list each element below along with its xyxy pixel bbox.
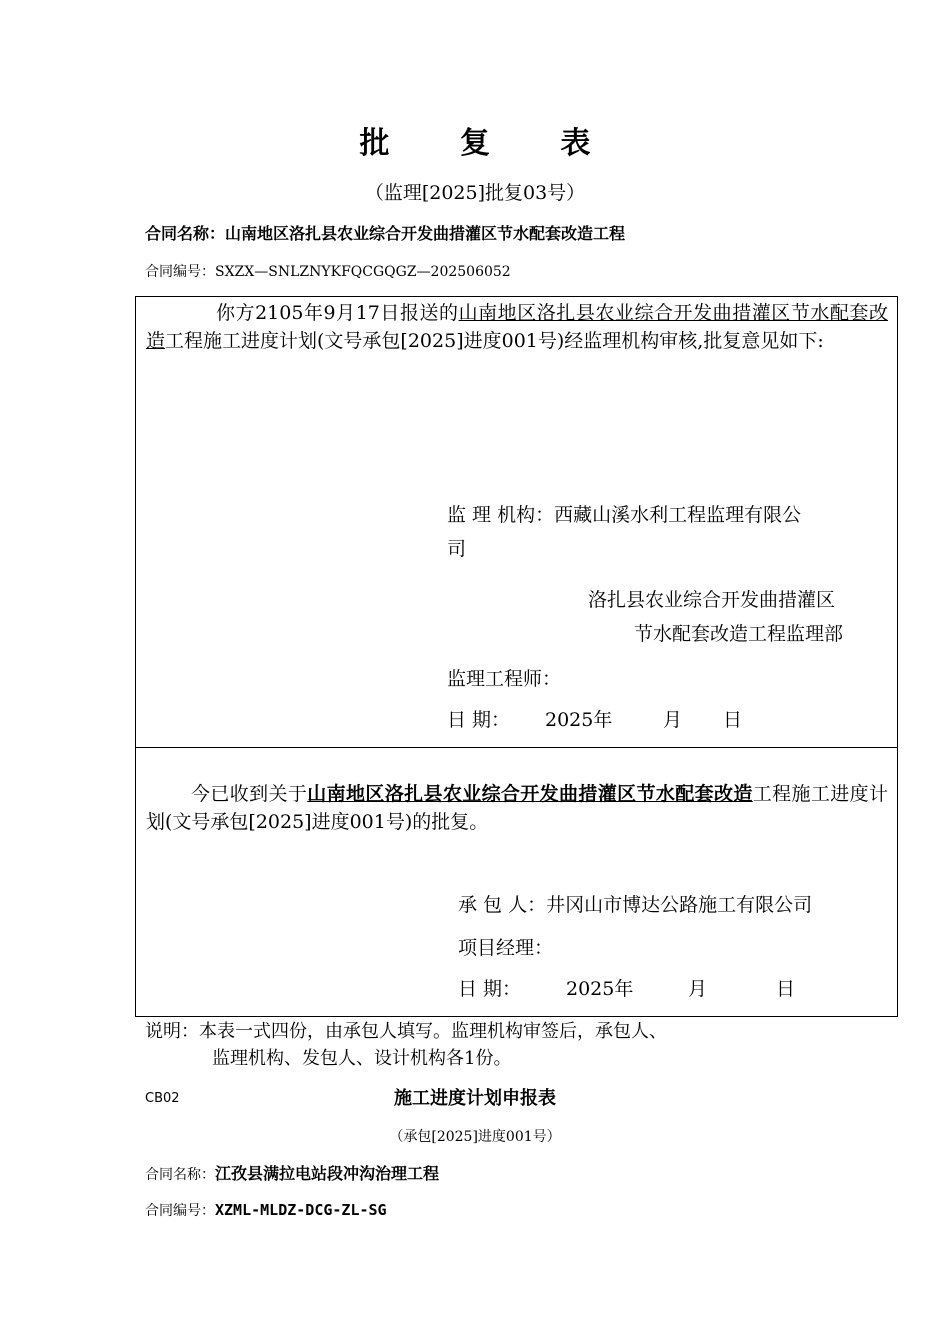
next-form-number: （承包[2025]进度001号）: [389, 1129, 561, 1145]
contractor: 承 包 人：井冈山市博达公路施工有限公司: [458, 894, 813, 916]
supervision-dept-line1: 洛扎县农业综合开发曲措灌区: [588, 589, 836, 611]
project-name-underlined: 山南地区洛扎县农业综合开发曲措灌区节水配套改造: [146, 302, 888, 352]
contract-number-value: SXZX—SNLZNYKFQCGQGZ—202506052: [215, 264, 511, 280]
approval-paragraph: 你方2105年9月17日报送的山南地区洛扎县农业综合开发曲措灌区节水配套改造工程施工进度计划(文号承包[2025]进度001号)经监理机构审核,批复意见如下:: [146, 302, 888, 352]
document-number: （监理[2025]批复03号）: [364, 182, 586, 204]
contract-name: [145, 221, 625, 244]
contract-name-label: 合同名称：: [145, 224, 226, 243]
next-contract-name: 合同名称：江孜县满拉电站段冲沟治理工程: [145, 1164, 440, 1183]
project-manager-label: 项目经理：: [458, 937, 554, 959]
note-line1: 说明：本表一式四份，由承包人填写。监理机构审签后，承包人、: [145, 1021, 667, 1042]
project-name-bold: 山南地区洛扎县农业综合开发曲措灌区节水配套改造: [307, 783, 753, 805]
receipt-paragraph: 今已收到关于山南地区洛扎县农业综合开发曲措灌区节水配套改造工程施工进度计划(文号承包[2025]进度001号)的批复。: [146, 783, 888, 833]
supervision-org: 监 理 机构：西藏山溪水利工程监理有限公: [447, 504, 802, 526]
page-title: 批 复 表: [359, 126, 621, 161]
supervision-dept-line2: 节水配套改造工程监理部: [634, 623, 844, 645]
approval-section: [135, 296, 898, 748]
contract-name-value: 山南地区洛扎县农业综合开发曲措灌区节水配套改造工程: [225, 224, 626, 243]
form-code: CB02: [145, 1091, 180, 1106]
note-line2: 监理机构、发包人、设计机构各1份。: [212, 1048, 512, 1069]
supervision-org-cont: 司: [447, 538, 467, 560]
contract-number: [145, 261, 511, 281]
receipt-section: [135, 747, 898, 1017]
contract-number-label: 合同编号：: [145, 264, 215, 280]
next-form-title: 施工进度计划申报表: [394, 1088, 556, 1109]
approval-date: 日 期： 2025年 月 日: [447, 709, 743, 731]
receipt-date: 日 期： 2025年 月 日: [458, 978, 796, 1000]
supervision-engineer-label: 监理工程师：: [447, 668, 562, 690]
next-contract-number: 合同编号：XZML-MLDZ-DCG-ZL-SG: [145, 1201, 387, 1219]
